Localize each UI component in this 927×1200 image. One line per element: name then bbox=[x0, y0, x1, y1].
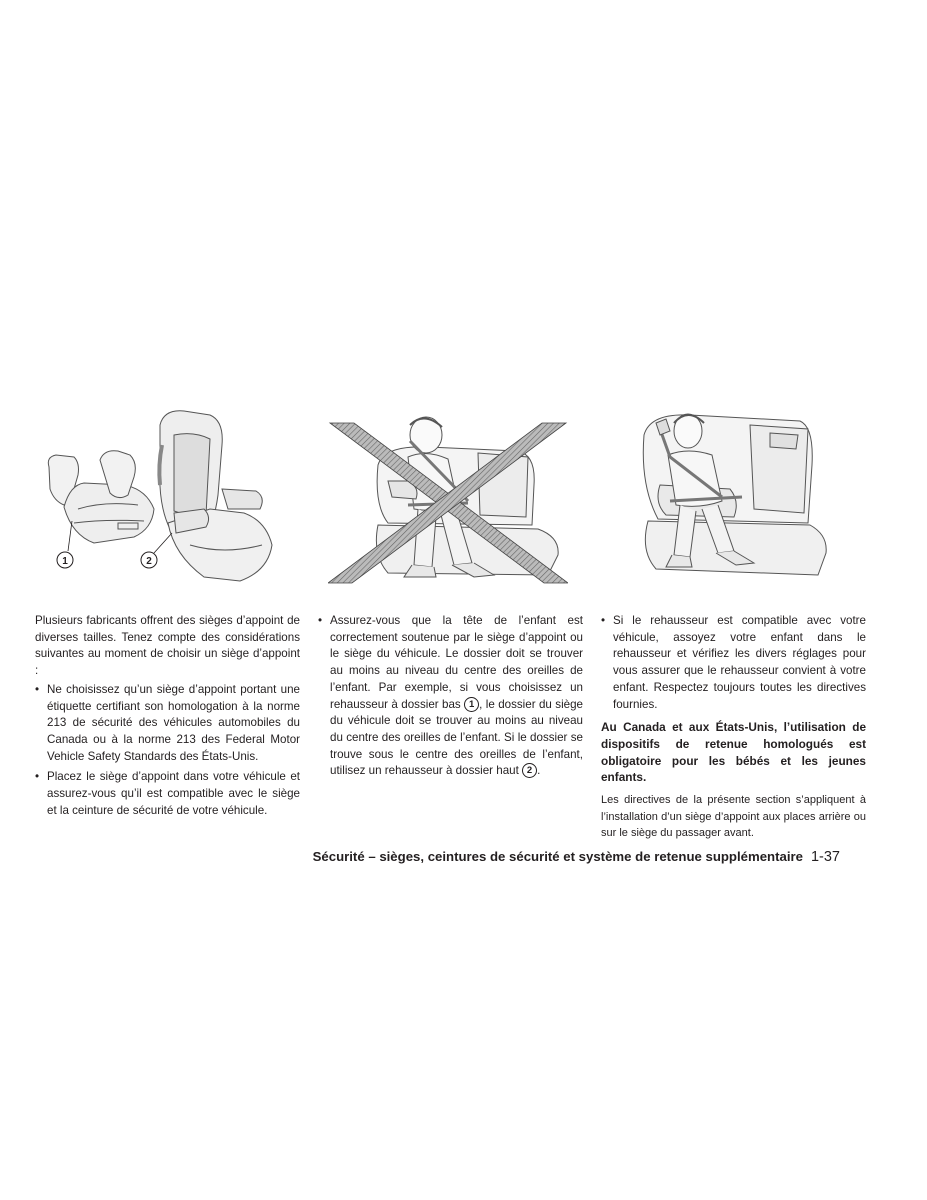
section-title: Sécurité – sièges, ceintures de sécurité et système de retenue supplémentaire bbox=[312, 849, 803, 864]
bullet-compatibility bbox=[35, 769, 300, 819]
incorrect-usage-illustration bbox=[328, 405, 568, 590]
page-number: 1-37 bbox=[810, 849, 840, 865]
text-column-1 bbox=[35, 613, 300, 823]
callout-1 bbox=[57, 521, 73, 568]
booster-seats-illustration bbox=[34, 405, 284, 590]
svg-text:2: 2 bbox=[146, 556, 152, 567]
correct-usage-illustration bbox=[630, 405, 830, 590]
intro-paragraph: Plusieurs fabricants offrent des sièges d’appoint de diverses tailles. Tenez compte des considérations suivantes au moment de choisir un siège d’appoint : bbox=[35, 614, 300, 678]
bullet-text: Ne choisissez qu’un siège d’appoint portant une étiquette certifiant son homologation à la norme 213 de sécurité des véhicules automobiles du Canada ou à la norme 213 des Federal Motor Vehicle Safety Standards des États-Unis. bbox=[47, 682, 300, 763]
reference-1-icon: 1 bbox=[464, 697, 479, 712]
reference-2-icon: 2 bbox=[522, 763, 537, 778]
booster-seats-figure bbox=[34, 405, 284, 590]
bullet-text-part1: Assurez-vous que la tête de l’enfant est correctement soutenue par le siège d’appoint ou le siège du véhicule. Le dossier doit se trouver au moins au niveau du centre des oreilles de l’enfant. Par exemple, si vous choisissez un rehausseur à dossier bas bbox=[330, 614, 583, 711]
incorrect-usage-figure bbox=[328, 405, 568, 590]
bullet-head-support bbox=[318, 613, 583, 780]
bullet-text: Si le rehausseur est compatible avec votre véhicule, assoyez votre enfant dans le rehausseur et vérifiez les divers réglages pour vous assurer que le rehausseur convient à votre enfant. Respectez toujours toutes les directives fournies. bbox=[613, 614, 866, 711]
text-column-3 bbox=[601, 613, 866, 842]
bullet-mark: • bbox=[318, 614, 323, 627]
text-column-2 bbox=[318, 613, 583, 784]
page-footer bbox=[300, 849, 840, 865]
bullet-certification bbox=[35, 682, 300, 766]
bullet-mark: • bbox=[601, 614, 606, 627]
bullet-text: Placez le siège d’appoint dans votre véhicule et assurez-vous qu’il est compatible avec le siège et la ceinture de sécurité de votre véhicule. bbox=[47, 770, 300, 817]
correct-usage-figure bbox=[630, 405, 830, 590]
bullet-mark: • bbox=[35, 682, 40, 696]
bullet-text-part2: , le dossier du siège du véhicule doit se trouver au moins au niveau du centre des oreilles de l’enfant. Si le dossier se trouve sous le centre des oreilles de l’enfant, utilisez un rehausseur à dossier haut bbox=[330, 697, 583, 778]
legal-requirement-heading: Au Canada et aux États-Unis, l’utilisation de dispositifs de retenue homologués est obligatoire pour les bébés et les jeunes enfants. bbox=[601, 720, 866, 785]
bullet-text-end: . bbox=[537, 764, 541, 778]
callout-2 bbox=[141, 533, 172, 568]
closing-paragraph: Les directives de la présente section s’appliquent à l’installation d’un siège d’appoint aux places arrière ou sur le siège du passager avant. bbox=[601, 794, 866, 840]
svg-text:1: 1 bbox=[62, 556, 68, 567]
bullet-fit-check bbox=[601, 613, 866, 713]
bullet-mark: • bbox=[35, 770, 40, 784]
